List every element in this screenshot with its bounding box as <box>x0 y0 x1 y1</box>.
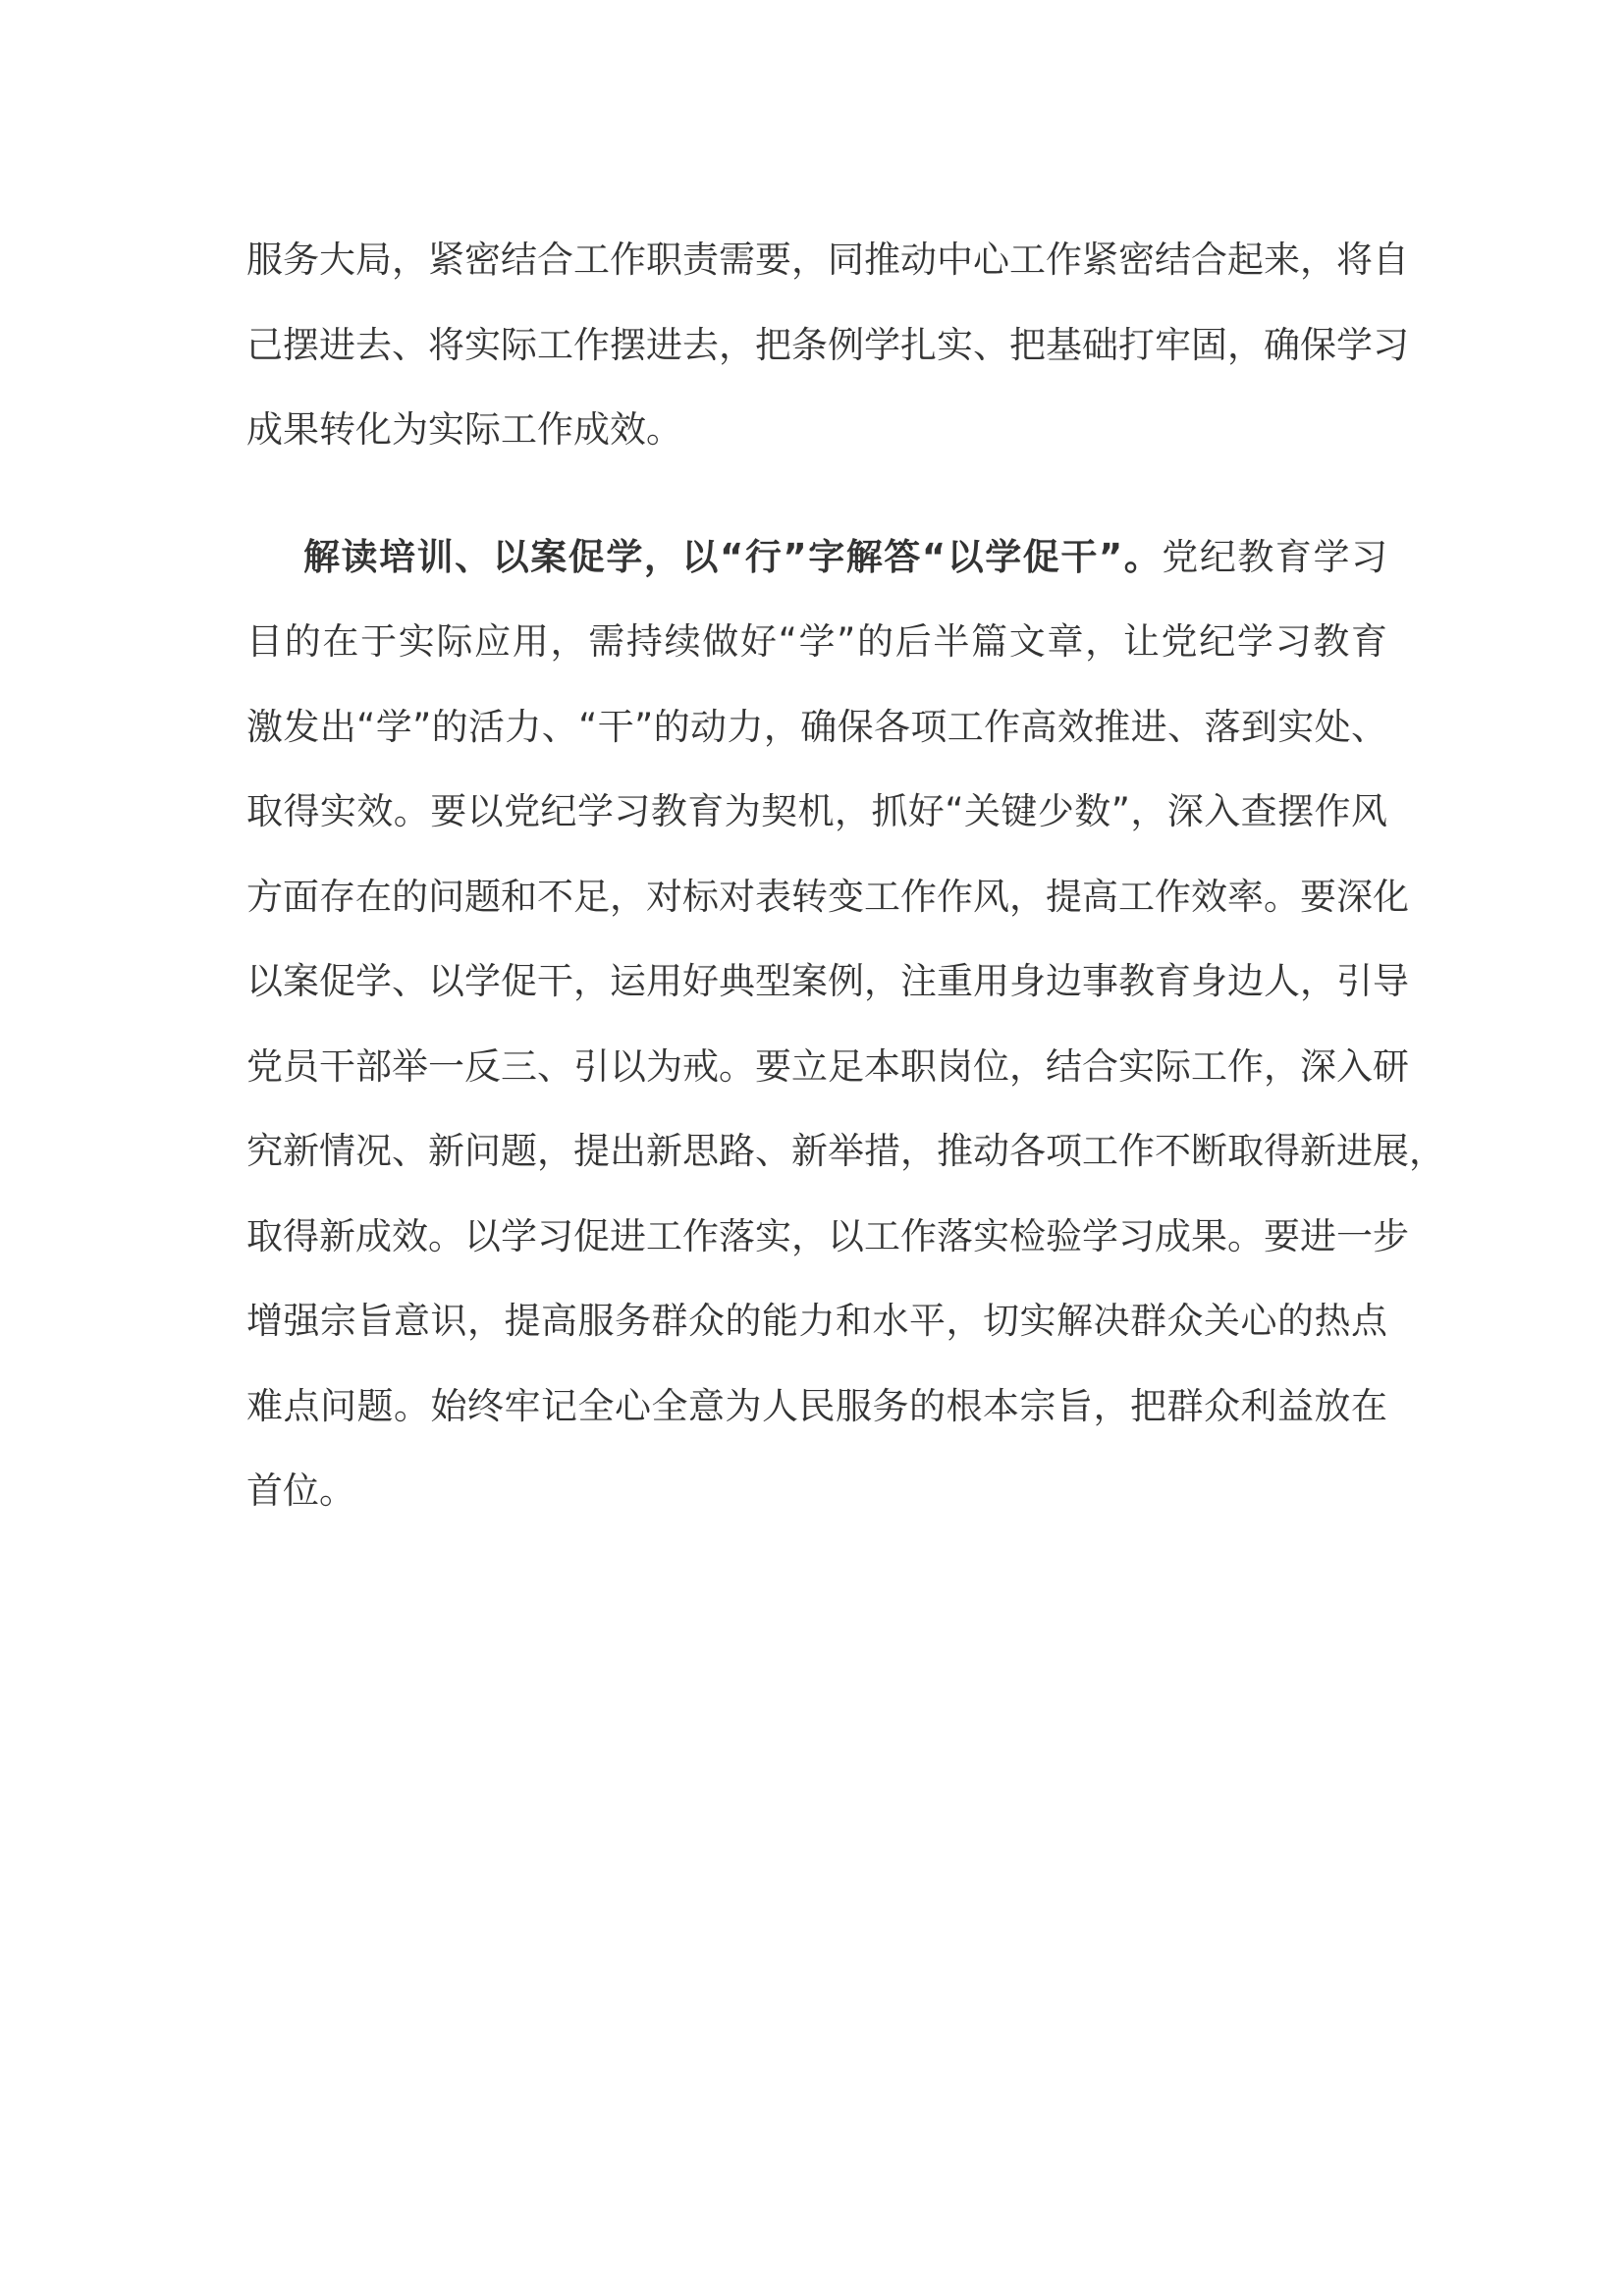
text-line: 目的在于实际应用，需持续做好“学”的后半篇文章，让党纪学习教育 <box>246 620 1387 663</box>
text-line: 以案促学、以学促干，运用好典型案例，注重用身边事教育身边人，引导 <box>246 960 1409 1002</box>
text-line: 党员干部举一反三、引以为戒。要立足本职岗位，结合实际工作，深入研 <box>246 1044 1409 1088</box>
text-line: 取得新成效。以学习促进工作落实，以工作落实检验学习成果。要进一步 <box>246 1214 1409 1257</box>
paragraph-1 <box>246 218 1409 473</box>
document-page <box>246 218 1445 1534</box>
text-line: 取得实效。要以党纪学习教育为契机，抓好“关键少数”，深入查摆作风 <box>246 790 1387 832</box>
paragraph-heading: 解读培训、以案促学，以“行”字解答“以学促干”。 <box>303 535 1163 578</box>
text-line: 激发出“学”的活力、“干”的动力，确保各项工作高效推进、落到实处、 <box>246 705 1387 748</box>
text-line: 服务大局，紧密结合工作职责需要，同推动中心工作紧密结合起来，将自 <box>246 239 1409 281</box>
paragraph-2 <box>246 515 1445 1534</box>
text-line: 究新情况、新问题，提出新思路、新举措，推动各项工作不断取得新进展， <box>246 1130 1445 1172</box>
text-line: 增强宗旨意识，提高服务群众的能力和水平，切实解决群众关心的热点 <box>246 1300 1387 1342</box>
first-line <box>246 515 1387 601</box>
text-line: 首位。 <box>246 1469 355 1512</box>
heading-continuation: 党纪教育学习 <box>1162 535 1387 578</box>
text-line: 成果转化为实际工作成效。 <box>246 408 682 451</box>
text-line: 方面存在的问题和不足，对标对表转变工作作风，提高工作效率。要深化 <box>246 875 1409 918</box>
text-line: 难点问题。始终牢记全心全意为人民服务的根本宗旨，把群众利益放在 <box>246 1384 1387 1427</box>
text-line: 己摆进去、将实际工作摆进去，把条例学扎实、把基础打牢固，确保学习 <box>246 323 1409 366</box>
